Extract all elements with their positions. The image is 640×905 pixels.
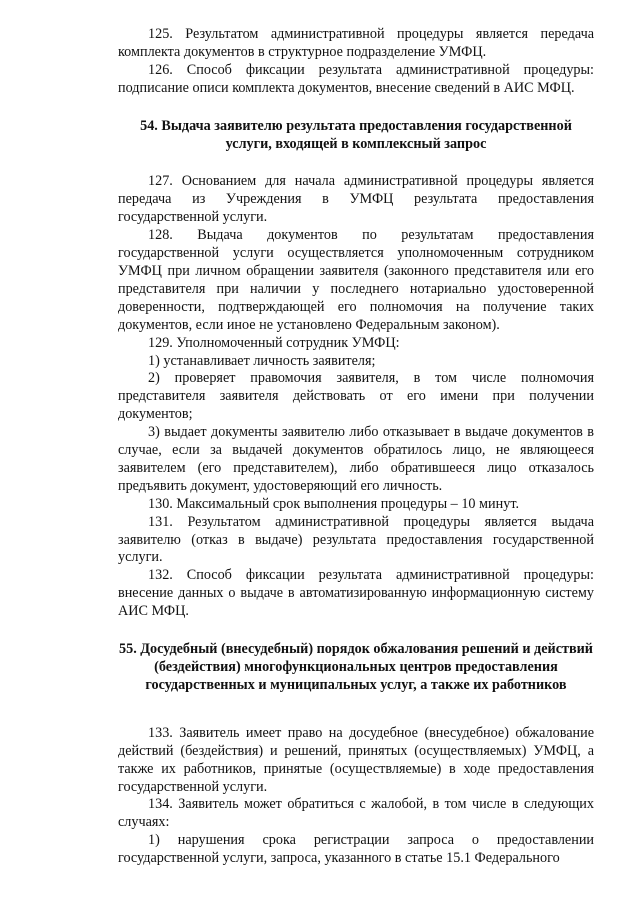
paragraph-125: 125. Результатом административной процедуры является передача комплекта документов в структурное подразделение УМФЦ. — [118, 26, 594, 60]
list-item-134-1: 1) нарушения срока регистрации запроса о предоставлении государственной услуги, запроса, указанного в статье 15.1 Федерального — [118, 832, 594, 867]
paragraph-126: 126. Способ фиксации результата административной процедуры: подписание описи комплекта документов, внесение сведений в АИС МФЦ. — [118, 61, 594, 96]
paragraph-129: 129. Уполномоченный сотрудник УМФЦ: — [148, 334, 400, 351]
document-page — [118, 26, 594, 868]
section-55-heading — [118, 641, 594, 695]
paragraph-133: 133. Заявитель имеет право на досудебное (внесудебное) обжалование действий (бездействия) и решений, принятых (осуществляемых) УМФЦ, а также их работников, принятые (осуществляемые) в ходе предоставления государственной услуги. — [118, 724, 594, 795]
paragraph-131: 131. Результатом административной процедуры является выдача заявителю (отказ в выдаче) результата предоставления государственной услуги. — [118, 513, 594, 566]
list-item-129-2: 2) проверяет правомочия заявителя, в том числе полномочия представителя заявителя действовать от его имени при получении документов; — [118, 370, 594, 423]
paragraph-130: 130. Максимальный срок выполнения процедуры – 10 минут. — [148, 495, 519, 512]
list-item-129-1: 1) устанавливает личность заявителя; — [148, 352, 376, 369]
paragraph-127: 127. Основанием для начала административной процедуры является передача из Учреждения в УМФЦ результата предоставления государственной услуги. — [118, 173, 594, 226]
section-55-title: 55. Досудебный (внесудебный) порядок обжалования решений и действий (бездействия) многофункциональных центров предоставления государственных и муниципальных услуг, а также их работников — [119, 641, 593, 693]
section-54-heading — [118, 118, 594, 154]
list-item-129-3: 3) выдает документы заявителю либо отказывает в выдаче документов в случае, если за выдачей документов обратилось лицо, не являющееся заявителем (его представителем), либо обратившееся лицо отказалось предъявить документ, удостоверяющий его личность. — [118, 424, 594, 494]
paragraph-128: 128. Выдача документов по результатам предоставления государственной услуги осуществляется уполномоченным сотрудником УМФЦ при личном обращении заявителя (законного представителя или его представителя при наличии у последнего нотариально удостоверенной доверенности, подтверждающей его полномочия на получение таких документов, если иное не установлено Федеральным законом). — [118, 227, 594, 333]
section-54-title: 54. Выдача заявителю результата предоставления государственной услуги, входящей в комплексный запрос — [140, 117, 572, 152]
paragraph-134: 134. Заявитель может обратиться с жалобой, в том числе в следующих случаях: — [118, 796, 594, 831]
paragraph-132: 132. Способ фиксации результата административной процедуры: внесение данных о выдаче в автоматизированную информационную систему АИС МФЦ. — [118, 567, 594, 620]
